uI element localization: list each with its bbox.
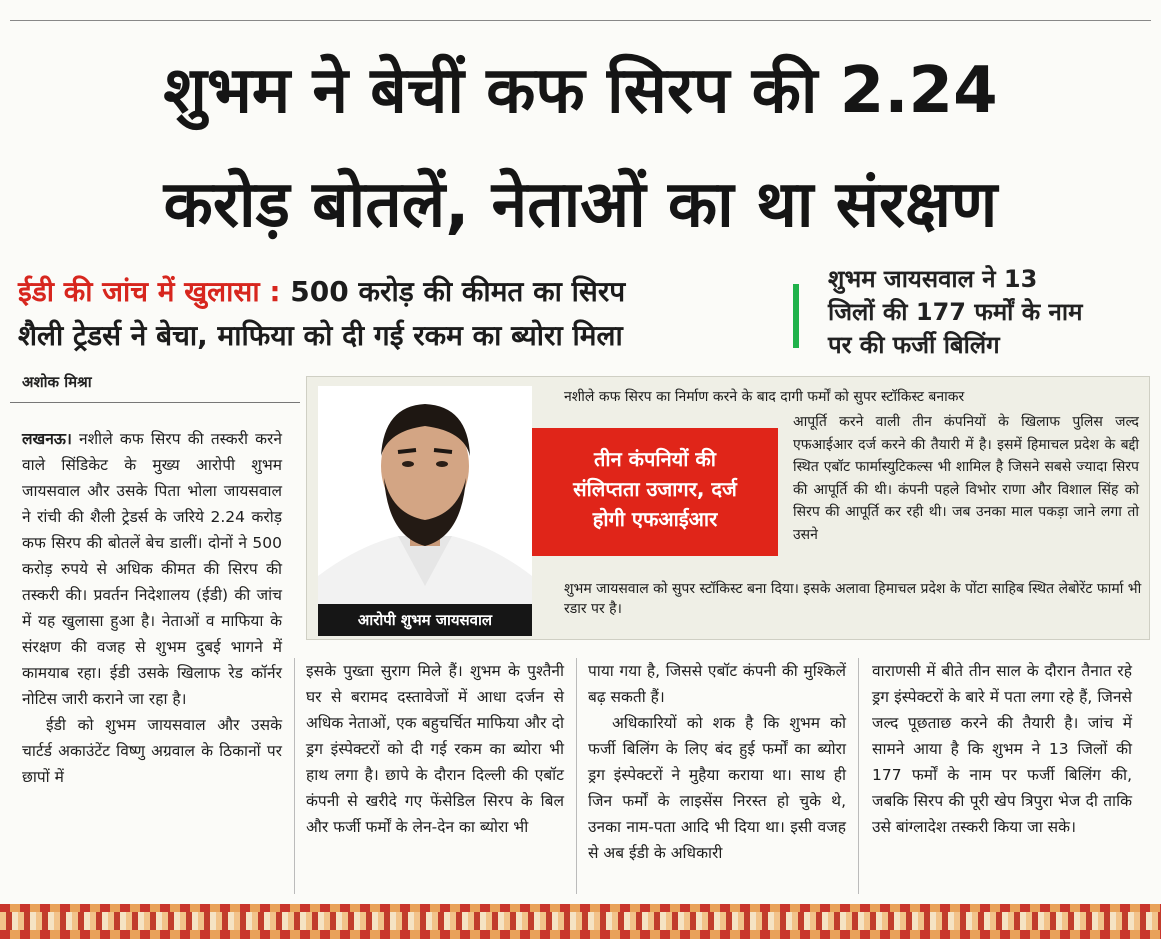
top-cut-strip — [0, 0, 1161, 14]
green-divider — [793, 284, 799, 348]
accused-photo — [318, 386, 532, 636]
decorative-border — [0, 904, 1161, 939]
boxed-story-right: आपूर्ति करने वाली तीन कंपनियों के खिलाफ पुलिस जल्द एफआईआर दर्ज करने की तैयारी में है। इसमें हिमाचल प्रदेश के बद्दी स्थित एबॉट फार्मास्युटिकल्स भी शामिल है जिसने सबसे ज्यादा सिरप की आपूर्ति की थी। कंपनी पहले विभोर राणा और विशाल सिंह को सिरप की आपूर्ति कर रही थी। जब उनका माल पकड़ा जाने लगा तो उसने — [793, 414, 1139, 543]
headline-line-2: करोड़ बोतलें, नेताओं का था संरक्षण — [163, 168, 998, 242]
side-subheadline-line: शुभम जायसवाल ने 13 — [828, 265, 1038, 293]
side-subheadline-line: जिलों की 177 फर्मों के नाम — [828, 298, 1083, 326]
article-column-4 — [872, 658, 1132, 840]
dateline: लखनऊ। — [22, 430, 72, 448]
boxed-story-bottom: शुभम जायसवाल को सुपर स्टॉकिस्ट बना दिया। इसके अलावा हिमाचल प्रदेश के पोंटा साहिब स्थित लेबोरेंट फार्मा भी रडार पर है। — [564, 581, 1142, 617]
boxed-story-top: नशीले कफ सिरप का निर्माण करने के बाद दागी फर्मों को सुपर स्टॉकिस्ट बनाकर — [564, 389, 965, 405]
column-4-paragraph: वाराणसी में बीते तीन साल के दौरान तैनात रहे ड्रग इंस्पेक्टरों के बारे में पता लगा रहे हैं, जिनसे जल्द पूछताछ करने की तैयारी है। जांच में सामने आया है कि शुभम ने 13 जिलों की 177 फर्मों के नाम पर फर्जी बिलिंग की, जबकि सिरप की पूरी खेप त्रिपुरा भेज दी ताकि उसे बांग्लादेश तस्करी किया जा सके। — [872, 662, 1132, 836]
highlight-callout-line: होगी एफआईआर — [592, 507, 718, 531]
subheadline-line-2: शैली ट्रेडर्स ने बेचा, माफिया को दी गई रकम का ब्योरा मिला — [18, 319, 623, 352]
headline-line-1: शुभम ने बेचीं कफ सिरप की 2.24 — [163, 54, 998, 128]
column-2-paragraph: इसके पुख्ता सुराग मिले हैं। शुभम के पुश्तैनी घर से बरामद दस्तावेजों में आधा दर्जन से अधिक नेताओं, एक बहुचर्चित माफिया और दो ड्रग इंस्पेक्टरों को दी गई रकम का ब्योरा भी हाथ लगा है। छापे के दौरान दिल्ली की एबॉट कंपनी से खरीदे गए फेंसेडिल सिरप के बिल और फर्जी फर्मों के लेन-देन का ब्योरा भी — [306, 662, 564, 836]
byline: अशोक मिश्रा — [22, 373, 92, 391]
top-rule — [10, 20, 1151, 21]
side-subheadline — [828, 263, 1148, 362]
column-1-paragraph-2: ईडी को शुभम जायसवाल और उसके चार्टर्ड अकाउंटेंट विष्णु अग्रवाल के ठिकानों पर छापों में — [22, 716, 282, 786]
column-divider — [576, 658, 577, 894]
article-column-3 — [588, 658, 846, 866]
highlight-callout-line: संलिप्तता उजागर, दर्ज — [573, 477, 737, 501]
byline-rule — [10, 402, 300, 403]
decorative-border-pattern — [0, 912, 1161, 930]
subheadline — [18, 270, 778, 358]
photo-caption: आरोपी शुभम जायसवाल — [318, 604, 532, 636]
highlight-callout — [532, 428, 778, 556]
article-column-2 — [306, 658, 564, 840]
subheadline-prefix: ईडी की जांच में खुलासा : — [18, 275, 281, 308]
article-column-1 — [22, 426, 282, 790]
column-1-paragraph-1: नशीले कफ सिरप की तस्करी करने वाले सिंडिकेट के मुख्य आरोपी शुभम जायसवाल और उसके पिता भोला जायसवाल ने रांची की शैली ट्रेडर्स के जरिये 2.24 करोड़ कफ सिरप की बोतलें बेच डालीं। दोनों ने 500 करोड़ रुपये से अधिक कीमत की सिरप की तस्करी की। प्रवर्तन निदेशालय (ईडी) की जांच में यह खुलासा हुआ है। नेताओं व माफिया के संरक्षण की वजह से शुभम दुबई भागने में कामयाब रहा। ईडी उसके खिलाफ रेड कॉर्नर नोटिस जारी कराने जा रहा है। — [22, 430, 282, 708]
highlight-callout-line: तीन कंपनियों की — [594, 447, 716, 471]
column-3-paragraph-1: पाया गया है, जिससे एबॉट कंपनी की मुश्किलें बढ़ सकती हैं। — [588, 662, 846, 706]
subheadline-line-1: 500 करोड़ की कीमत का सिरप — [290, 275, 626, 308]
column-divider — [858, 658, 859, 894]
column-3-paragraph-2: अधिकारियों को शक है कि शुभम को फर्जी बिलिंग के लिए बंद हुई फर्मों का ब्योरा ड्रग इंस्पेक्टरों ने मुहैया कराया था। साथ ही जिन फर्मों के लाइसेंस निरस्त हो चुके थे, उनका नाम-पता आदि भी दिया था। इसी वजह से अब ईडी के अधिकारी — [588, 714, 846, 862]
column-divider — [294, 658, 295, 894]
side-subheadline-line: पर की फर्जी बिलिंग — [828, 331, 1000, 359]
